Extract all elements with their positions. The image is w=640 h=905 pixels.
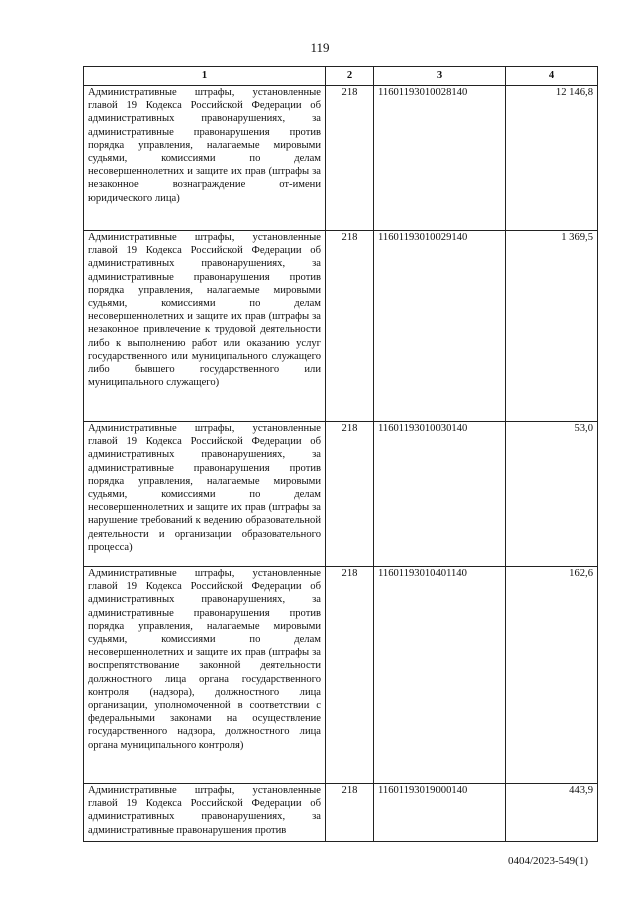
document-footer-code: 0404/2023-549(1) [507, 855, 588, 867]
row-kbk-code: 11601193010028140 [374, 86, 506, 231]
table-header-row [84, 67, 598, 86]
table-row [84, 422, 598, 567]
column-header-1: 1 [84, 67, 326, 86]
row-kbk-code: 11601193010029140 [374, 231, 506, 422]
row-description: Административные штрафы, установленные главой 19 Кодекса Российской Федерации об административных правонарушениях, за административные правонарушения против порядка управления, налагаемые мировыми судьями, комиссиями по делам несовершеннолетних и защите их прав (штрафы за незаконное привлечение к трудовой деятельности либо к выполнению работ или оказанию услуг государственного или муниципального служащего либо бывшего государственного или муниципального служащего) [84, 231, 326, 422]
row-amount: 12 146,8 [506, 86, 598, 231]
row-amount: 162,6 [506, 567, 598, 784]
column-header-2: 2 [326, 67, 374, 86]
row-amount: 1 369,5 [506, 231, 598, 422]
budget-table [83, 66, 598, 842]
row-amount: 53,0 [506, 422, 598, 567]
row-amount: 443,9 [506, 784, 598, 842]
row-description: Административные штрафы, установленные главой 19 Кодекса Российской Федерации об административных правонарушениях, за административные правонарушения против [84, 784, 326, 842]
row-admin-code: 218 [326, 422, 374, 567]
row-description: Административные штрафы, установленные главой 19 Кодекса Российской Федерации об административных правонарушениях, за административные правонарушения против порядка управления, налагаемые мировыми судьями, комиссиями по делам несовершеннолетних и защите их прав (штрафы за незаконное вознаграждение от-имени юридического лица) [84, 86, 326, 231]
row-admin-code: 218 [326, 567, 374, 784]
row-description: Административные штрафы, установленные главой 19 Кодекса Российской Федерации об административных правонарушениях, за административные правонарушения против порядка управления, налагаемые мировыми судьями, комиссиями по делам несовершеннолетних и защите их прав (штрафы за нарушение требований к ведению образовательной деятельности и организации образовательного процесса) [84, 422, 326, 567]
table-row [84, 86, 598, 231]
row-kbk-code: 11601193019000140 [374, 784, 506, 842]
column-header-3: 3 [374, 67, 506, 86]
column-header-4: 4 [506, 67, 598, 86]
row-kbk-code: 11601193010030140 [374, 422, 506, 567]
table-row [84, 231, 598, 422]
row-admin-code: 218 [326, 86, 374, 231]
row-admin-code: 218 [326, 784, 374, 842]
table-row [84, 784, 598, 842]
row-kbk-code: 11601193010401140 [374, 567, 506, 784]
row-description: Административные штрафы, установленные главой 19 Кодекса Российской Федерации об административных правонарушениях, за административные правонарушения против порядка управления, налагаемые мировыми судьями, комиссиями по делам несовершеннолетних и защите их прав (штрафы за воспрепятствование законной деятельности должностного лица органа государственного контроля (надзора), должностного лица организации, уполномоченной в соответствии с федеральными законами на осуществление государственного надзора, должностного лица органа муниципального контроля) [84, 567, 326, 784]
row-admin-code: 218 [326, 231, 374, 422]
page-number: 119 [310, 40, 330, 55]
table-row [84, 567, 598, 784]
